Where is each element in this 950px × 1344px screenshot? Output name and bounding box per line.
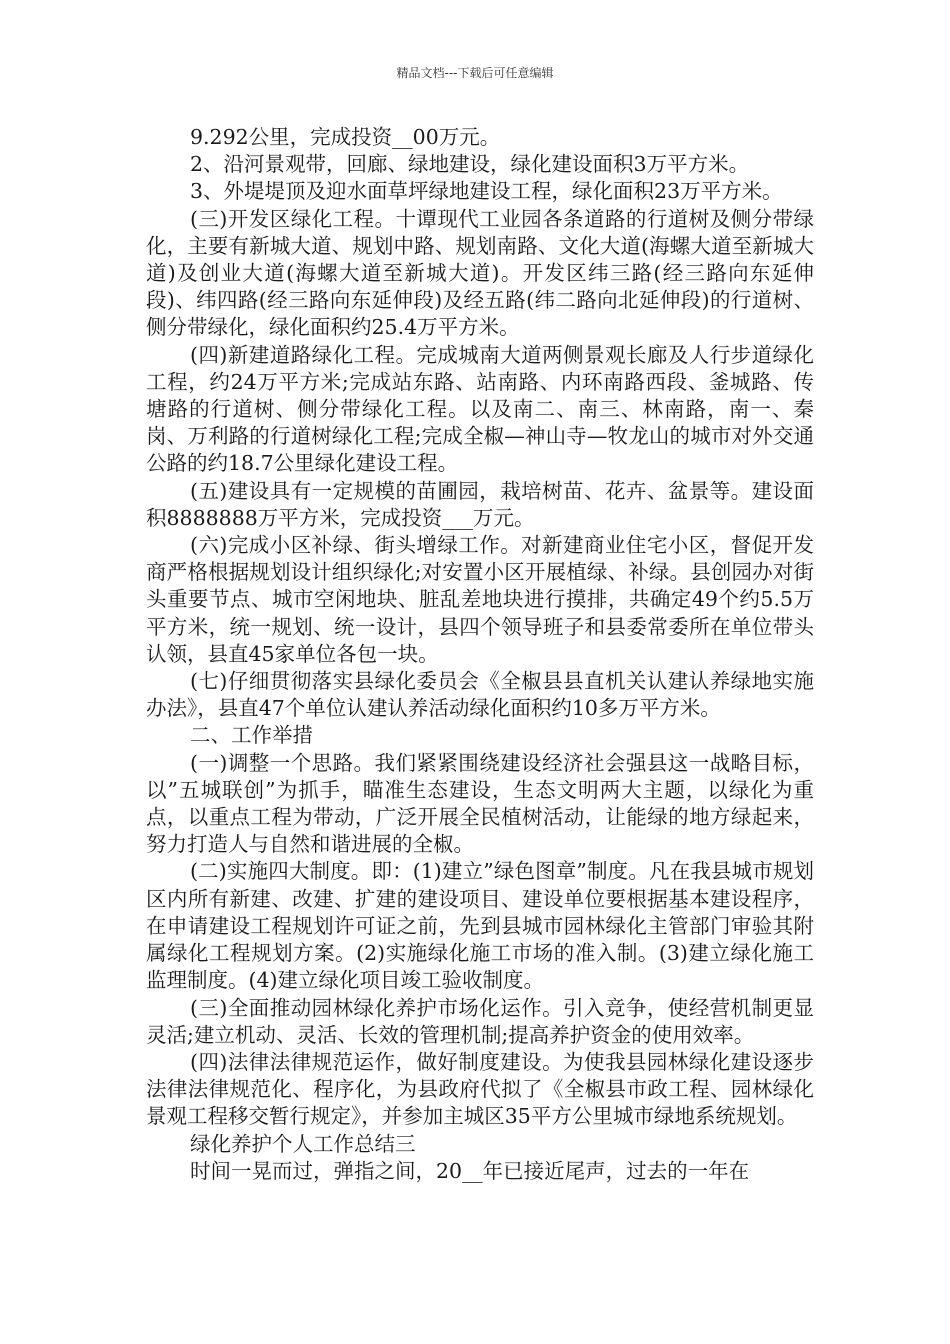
paragraph-10: (一)调整一个思路。我们紧紧围绕建设经济社会强县这一战略目标，以”五城联创”为抓手，瞄准生态建设，生态文明两大主题，以绿化为重点，以重点工程为带动，广泛开展全民植树活动，让能绿的地方绿起来，努力打造人与自然和谐进展的全椒。	[146, 750, 814, 857]
section-heading: 二、工作举措	[190, 723, 313, 748]
paragraph-11: (二)实施四大制度。即：(1)建立”绿色图章”制度。凡在我县城市规划区内所有新建、改建、扩建的建设项目、建设单位要根据基本建设程序，在申请建设工程规划许可证之前，先到县城市园林绿化主管部门审验其附属绿化工程规划方案。(2)实施绿化施工市场的准入制。(3)建立绿化施工监理制度。(4)建立绿化项目竣工验收制度。	[146, 859, 814, 993]
summary-title: 绿化养护个人工作总结三	[190, 1131, 416, 1156]
paragraph-1: 9.292公里，完成投资__00万元。	[190, 125, 501, 149]
paragraph-7: (六)完成小区补绿、街头增绿工作。对新建商业住宅小区，督促开发商严格根据规划设计组织绿化;对安置小区开展植绿、补绿。县创园办对街头重要节点、城市空闲地块、脏乱差地块进行摸排，共确定49个约5.5万平方米，统一规划、统一设计，县四个领导班子和县委常委所在单位带头认领，县直45家单位各包一块。	[146, 533, 814, 666]
paragraph-12: (三)全面推动园林绿化养护市场化运作。引入竞争，使经营机制更显灵活;建立机动、灵活、长效的管理机制;提高养护资金的使用效率。	[146, 995, 814, 1047]
paragraph-4: (三)开发区绿化工程。十谭现代工业园各条道路的行道树及侧分带绿化，主要有新城大道、规划中路、规划南路、文化大道(海螺大道至新城大道)及创业大道(海螺大道至新城大道)。开发区纬三路(经三路向东延伸段)、纬四路(经三路向东延伸段)及经五路(纬二路向北延伸段)的行道树、侧分带绿化，绿化面积约25.4万平方米。	[146, 206, 814, 340]
page-header: 精品文档---下载后可任意编辑	[396, 66, 554, 80]
paragraph-15: 时间一晃而过，弹指之间，20__年已接近尾声，过去的一年在	[190, 1158, 750, 1183]
document-body	[146, 124, 814, 1185]
paragraph-3: 3、外堤堤顶及迎水面草坪绿地建设工程，绿化面积23万平方米。	[190, 179, 783, 204]
paragraph-2: 2、沿河景观带，回廊、绿地建设，绿化建设面积3万平方米。	[190, 152, 750, 177]
paragraph-6: (五)建设具有一定规模的苗圃园，栽培树苗、花卉、盆景等。建设面积8888888万平方米，完成投资___万元。	[146, 478, 814, 530]
paragraph-13: (四)法律法律规范运作，做好制度建设。为使我县园林绿化建设逐步法律法律规范化、程序化，为县政府代拟了《全椒县市政工程、园林绿化景观工程移交暂行规定》，并参加主城区35平方公里城市绿地系统规划。	[146, 1049, 814, 1129]
paragraph-8: (七)仔细贯彻落实县绿化委员会《全椒县县直机关认建认养绿地实施办法》，县直47个单位认建认养活动绿化面积约10多万平方米。	[146, 669, 814, 721]
paragraph-5: (四)新建道路绿化工程。完成城南大道两侧景观长廊及人行步道绿化工程，约24万平方米;完成站东路、站南路、内环南路西段、釜城路、传塘路的行道树、侧分带绿化工程。以及南二、南三、林南路，南一、秦岗、万利路的行道树绿化工程;完成全椒—神山寺—牧龙山的城市对外交通公路的约18.7公里绿化建设工程。	[146, 342, 814, 476]
